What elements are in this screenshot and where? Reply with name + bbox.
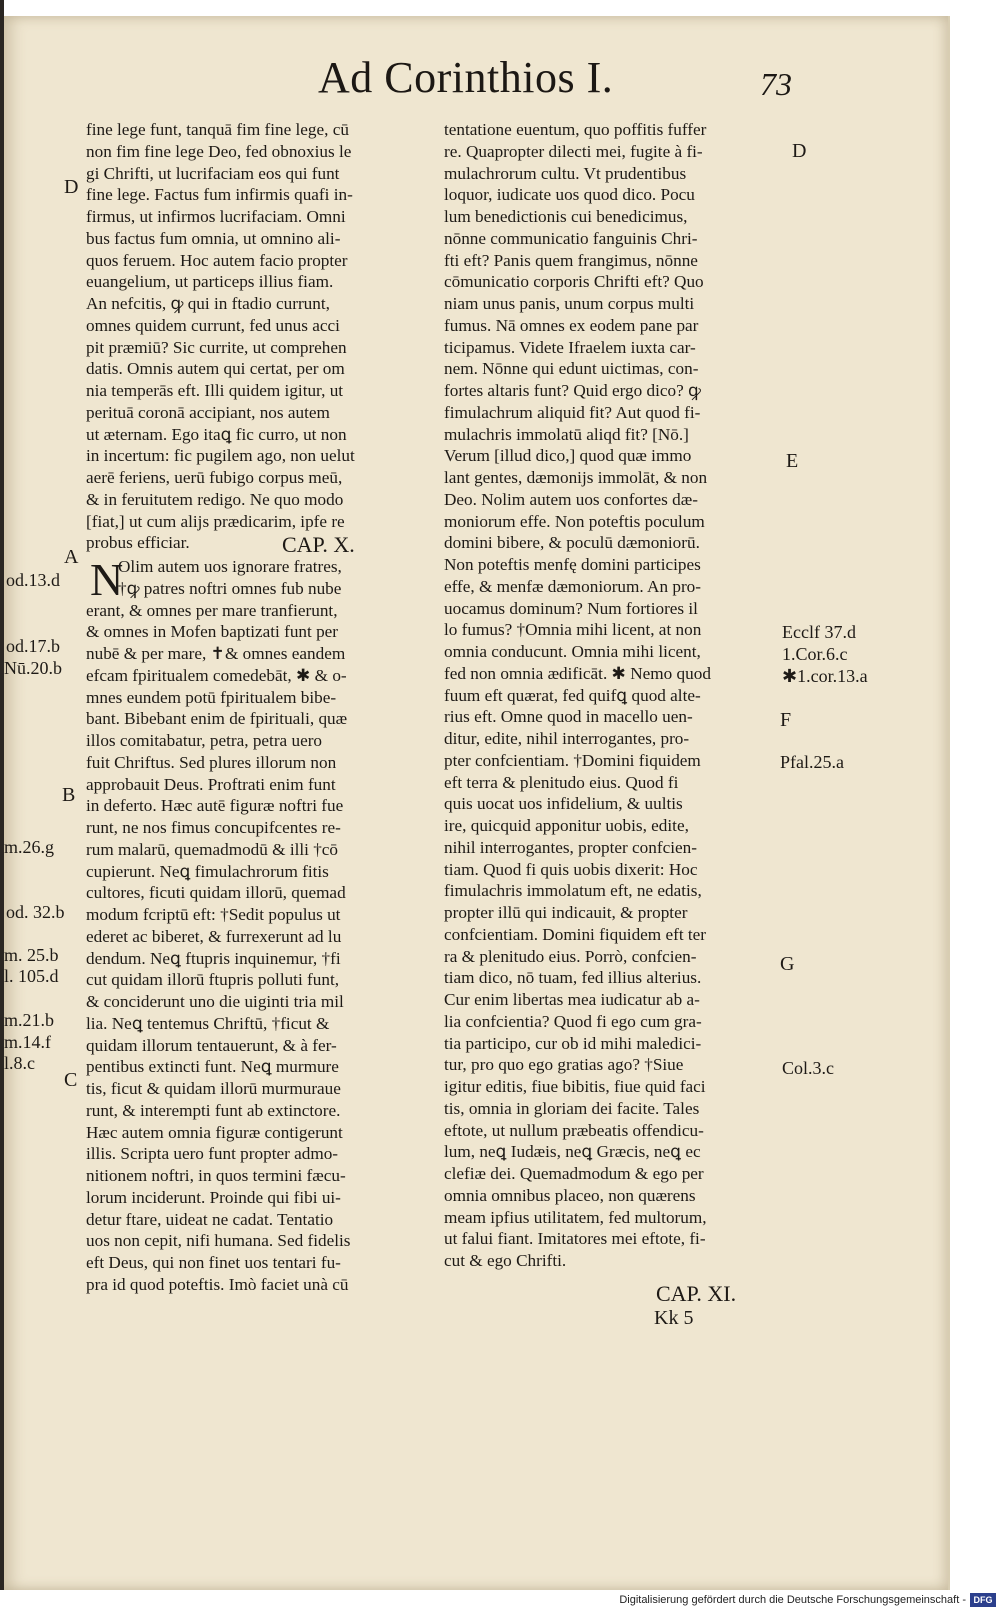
text-line: uocamus dominum? Num fortiores il <box>444 598 698 618</box>
margin-reference: m. 25.b <box>4 945 59 965</box>
text-line: lorum inciderunt. Proinde qui fibi ui- <box>86 1187 341 1207</box>
margin-reference: m.26.g <box>4 837 55 857</box>
text-line: fimulachris immolatum eft, ne edatis, <box>444 881 702 901</box>
text-line: & omnes in Mofen baptizati funt per <box>86 622 339 642</box>
text-line: propter illū qui indicauit, & propter <box>444 903 688 922</box>
signature-mark: Kk 5 <box>654 1307 694 1329</box>
text-line: runt, ne nos fimus concupifcentes re- <box>86 818 341 837</box>
text-line: bant. Bibebant enim de fpirituali, quæ <box>86 709 348 729</box>
text-line: bus factus fum omnia, ut omnino ali- <box>86 228 341 248</box>
text-line: ra & plenitudo eius. Porrò, confcien- <box>444 946 697 966</box>
text-line: nia temperās eft. Illi quidem igitur, ut <box>86 381 344 400</box>
section-letter: C <box>64 1069 78 1091</box>
text-line: Verum [illud dico,] quod quæ immo <box>444 446 692 466</box>
text-line: confcientiam. Domini fiquidem eft ter <box>444 924 707 944</box>
text-line: ederet ac biberet, & furrexerunt ad lu <box>86 926 342 946</box>
text-line: rum malarū, quemadmodū & illi †cō <box>86 839 339 859</box>
page-number: 73 <box>760 66 792 102</box>
margin-reference: m.14.f <box>4 1032 51 1052</box>
text-line: datis. Omnis autem qui certat, per om <box>86 359 345 379</box>
text-line: nitionem noftri, in quos termini fæcu- <box>86 1166 346 1185</box>
text-line: firmus, ut infirmos lucrifaciam. Omni <box>86 207 346 226</box>
funding-credit: Digitalisierung gefördert durch die Deutsche Forschungsgemeinschaft - <box>619 1594 966 1606</box>
text-line: illis. Scripta uero funt propter admo- <box>86 1144 339 1164</box>
text-line: lia confcientia? Quod fi ego cum gra- <box>444 1011 702 1031</box>
text-line: nōnne communicatio fanguinis Chri- <box>444 228 698 248</box>
text-line: nem. Nōnne qui edunt uictimas, con- <box>444 359 699 379</box>
text-line: eft Deus, qui non finet uos tentari fu- <box>86 1253 341 1272</box>
text-line: fuit Chriftus. Sed plures illorum non <box>86 752 337 772</box>
text-line: An nefcitis, ꝙ qui in ftadio currunt, <box>86 294 330 313</box>
margin-reference: Col.3.c <box>782 1058 834 1078</box>
text-line: effe, & menfæ dæmoniorum. An pro- <box>444 576 701 596</box>
text-line: ire, quicquid apponitur uobis, edite, <box>444 816 689 835</box>
text-line: pit præmiū? Sic currite, ut comprehen <box>86 337 347 357</box>
text-line: domini bibere, & poculū dæmoniorū. <box>444 533 700 553</box>
text-line: pentibus extincti funt. Neꝗ murmure <box>86 1057 339 1077</box>
margin-reference: l.8.c <box>4 1053 35 1073</box>
text-line: fuum eft quærat, fed quifꝗ quod alte- <box>444 685 701 705</box>
drop-initial: N <box>90 554 124 605</box>
text-line: Non poteftis menfę domini participes <box>444 555 701 574</box>
text-line: quos feruem. Hoc autem facio propter <box>86 250 348 270</box>
text-line: probus efficiar. <box>86 533 190 553</box>
margin-reference: l. 105.d <box>4 966 59 986</box>
dfg-logo-icon: DFG <box>970 1593 996 1607</box>
text-line: approbauit Deus. Proftrati enim funt <box>86 774 336 794</box>
text-line: ut æternam. Ego itaꝗ fic curro, ut non <box>86 424 347 444</box>
text-line: eftote, ut nullum præbeatis offendicu- <box>444 1120 704 1140</box>
text-line: omnes quidem currunt, fed unus acci <box>86 315 340 335</box>
text-line: lia. Neꝗ tentemus Chriftū, †ficut & <box>86 1013 330 1033</box>
text-line: cōmunicatio corporis Chrifti eft? Quo <box>444 272 704 292</box>
margin-reference: od. 32.b <box>6 902 65 922</box>
text-line: cut & ego Chrifti. <box>444 1251 567 1270</box>
text-line: fine lege. Factus fum infirmis quafi in- <box>86 185 353 205</box>
text-line: erant, & omnes per mare tranfierunt, <box>86 600 338 620</box>
section-letter: D <box>792 140 807 162</box>
text-line: loquor, iudicate uos quod dico. Pocu <box>444 185 695 205</box>
text-line: quidam illorum tentauerunt, & à fer- <box>86 1035 337 1055</box>
margin-reference: Nū.20.b <box>4 658 62 678</box>
text-line: tiam. Quod fi quis uobis dixerit: Hoc <box>444 859 698 879</box>
text-line: detur ftare, uideat ne cadat. Tentatio <box>86 1209 334 1229</box>
text-line: re. Quapropter dilecti mei, fugite à fi- <box>444 141 703 161</box>
section-letter: D <box>64 176 79 198</box>
text-line: eft terra & plenitudo eius. Quod fi <box>444 772 679 792</box>
running-title: Ad Corinthios I. <box>318 53 614 102</box>
text-line: rius eft. Omne quod in macello uen- <box>444 707 693 727</box>
text-line: fed non omnia ædificāt. ✱ Nemo quod <box>444 663 711 683</box>
text-line: lum, neꝗ Iudæis, neꝗ Græcis, neꝗ ec <box>444 1142 701 1162</box>
text-line: igitur editis, fiue bibitis, fiue quid faci <box>444 1077 706 1096</box>
text-line: niam unus panis, unum corpus multi <box>444 294 695 313</box>
section-letter: F <box>780 709 792 731</box>
chapter-heading-x: CAP. X. <box>282 532 355 557</box>
text-line: euangelium, ut particeps illius fiam. <box>86 272 334 292</box>
text-line: omnia omnibus placeo, non quærens <box>444 1185 696 1205</box>
text-line: fti eft? Panis quem frangimus, nōnne <box>444 250 698 270</box>
text-line: pra id quod poteftis. Imò faciet unà cū <box>86 1274 349 1294</box>
left-column-chapter-x <box>86 556 424 1296</box>
text-line: meam ipfius utilitatem, fed multorum, <box>444 1207 707 1227</box>
text-line: illos comitabatur, petra, petra uero <box>86 731 323 750</box>
left-column <box>86 119 424 554</box>
text-line: tia participo, cur ob id mihi maledici- <box>444 1033 702 1053</box>
text-line: aerē feriens, uerū fubigo corpus meū, <box>86 468 343 487</box>
margin-reference: Pfal.25.a <box>780 752 844 772</box>
margin-reference: od.17.b <box>6 636 60 656</box>
text-line: Deo. Nolim autem uos confortes dæ- <box>444 489 698 509</box>
text-line: tis, omnia in gloriam dei facite. Tales <box>444 1098 700 1118</box>
text-line: tentatione euentum, quo poffitis fuffer <box>444 120 707 139</box>
margin-reference: ✱1.cor.13.a <box>782 666 868 686</box>
text-line: Olim autem uos ignorare fratres, <box>118 557 342 576</box>
text-line: quis uocat uos infidelium, & uultis <box>444 794 683 814</box>
text-line: non fim fine lege Deo, fed obnoxius le <box>86 141 352 161</box>
text-line: mulachrorum cultu. Vt prudentibus <box>444 163 687 183</box>
text-line: fortes altaris funt? Quid ergo dico? ꝙ <box>444 381 701 400</box>
text-line: [fiat,] ut cum alijs prædicarim, ipfe re <box>86 511 345 531</box>
text-line: fine lege funt, tanquā fim fine lege, cū <box>86 120 349 139</box>
text-line: moniorum effe. Non poteftis poculum <box>444 511 705 531</box>
text-line: ditur, edite, nihil interrogantes, pro- <box>444 729 690 748</box>
right-column <box>444 119 784 1272</box>
text-line: cultores, ficuti quidam illorū, quemad <box>86 883 346 903</box>
text-line: fimulachrum aliquid fit? Aut quod fi- <box>444 402 701 422</box>
text-line: & in feruitutem redigo. Ne quo modo <box>86 489 344 509</box>
text-line: cut quidam illorū ftupris polluti funt, <box>86 970 340 990</box>
text-line: mulachris immolatū aliqd fit? [Nō.] <box>444 424 689 444</box>
text-line: lant gentes, dæmonijs immolāt, & non <box>444 468 708 487</box>
text-line: lo fumus? †Omnia mihi licent, at non <box>444 620 702 640</box>
text-line: tis, ficut & quidam illorū murmuraue <box>86 1079 341 1098</box>
margin-reference: 1.Cor.6.c <box>782 644 848 664</box>
section-letter: E <box>786 450 799 472</box>
text-line: perituā coronā accipiant, nos autem <box>86 402 330 422</box>
text-line: nubē & per mare, ✝& omnes eandem <box>86 644 346 663</box>
text-line: tur, pro quo ego gratias ago? †Siue <box>444 1055 684 1075</box>
text-line: Hæc autem omnia figuræ contigerunt <box>86 1122 343 1142</box>
section-letter: G <box>780 953 795 975</box>
text-line: †ꝙ patres noftri omnes fub nube <box>118 578 342 598</box>
text-line: clefiæ dei. Quemadmodum & ego per <box>444 1164 704 1183</box>
text-line: uos non cepit, nifi humana. Sed fidelis <box>86 1231 351 1251</box>
text-line: in deferto. Hæc autē figuræ noftri fue <box>86 796 344 816</box>
text-line: tiam dico, nō tuam, fed illius alterius. <box>444 968 702 988</box>
text-line: & conciderunt uno die uiginti tria mil <box>86 992 344 1011</box>
text-line: lum benedictionis cui benedicimus, <box>444 207 688 226</box>
text-line: mnes eundem potū fpiritualem bibe- <box>86 687 337 707</box>
text-line: ut falui fiant. Imitatores mei eftote, fi- <box>444 1229 706 1249</box>
text-line: fumus. Nā omnes ex eodem pane par <box>444 315 699 335</box>
text-line: modum fcriptū eft: †Sedit populus ut <box>86 905 341 924</box>
text-line: ticipamus. Videte Ifraelem iuxta car- <box>444 337 696 357</box>
text-line: Cur enim libertas mea iudicatur ab a- <box>444 990 700 1009</box>
margin-reference: Ecclf 37.d <box>782 622 856 642</box>
text-line: runt, & interempti funt ab extinctore. <box>86 1100 341 1120</box>
chapter-heading-xi: CAP. XI. <box>656 1281 737 1306</box>
margin-reference: m.21.b <box>4 1010 55 1030</box>
text-line: efcam fpiritualem comedebāt, ✱ & o- <box>86 665 347 685</box>
section-letter: A <box>64 546 79 568</box>
text-line: omnia conducunt. Omnia mihi licent, <box>444 642 701 661</box>
margin-reference: od.13.d <box>6 570 60 590</box>
text-line: cupierunt. Neꝗ fimulachrorum fitis <box>86 861 329 881</box>
text-line: dendum. Neꝗ ftupris inquinemur, †fi <box>86 948 341 968</box>
text-line: gi Chrifti, ut lucrifaciam eos qui funt <box>86 163 340 183</box>
text-line: pter confcientiam. †Domini fiquidem <box>444 750 701 770</box>
text-line: nihil interrogantes, propter confcien- <box>444 837 697 857</box>
section-letter: B <box>62 784 76 806</box>
text-line: in incertum: fic pugilem ago, non uelut <box>86 446 355 466</box>
